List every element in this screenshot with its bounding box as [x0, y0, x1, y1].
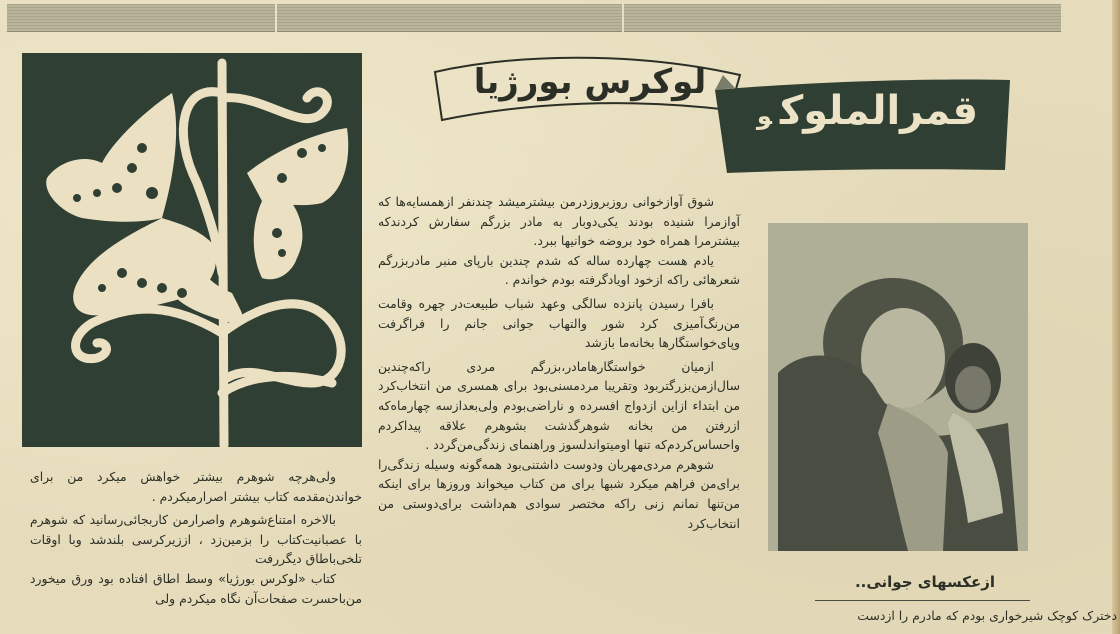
paragraph: بالاخره امتناع‌شوهرم واصرارمن کاربجائی‌رسانید که شوهرم با عصبانیت‌کتاب را بزمین‌زد ، اززیرکرسی بلندشد وبا اوقات تلخی‌باطاق دیگررفت	[30, 512, 362, 567]
photo-caption-text: دخترک کوچک شیرخواری بودم که مادرم را ازدست	[857, 608, 1117, 623]
photo-caption-title: ازعکسهای جوانی..	[854, 573, 996, 591]
title-part2: لوکرس بورژیا	[473, 62, 707, 102]
title-banner-dark	[705, 70, 1015, 175]
butterflies-on-scrollwork-icon	[22, 53, 362, 447]
butterflies-illustration	[22, 53, 362, 447]
paragraph: بافرا رسیدن پانزده سالگی وعهد شباب طبیعت‌در چهره وقامت من‌رنگ‌آمیزی کرد شور والتهاب جوانی جانم را فراگرفت وپای‌خواستگارها بخانه‌ما بازشد	[378, 295, 740, 351]
woman-with-monkey-photo-icon	[768, 223, 1028, 551]
article-left-column	[30, 467, 362, 608]
paragraph: ازمیان خواستگارهامادر،بزرگم مردی راکه‌چندین سال‌ازمن‌بزرگتربود وتقریبا مردمسنی‌بود برای همسری من انتخاب‌کرد من ابتداء ازاین ازدواج افسرده و ناراضی‌بودم ولی‌بعدازسه چهارماه‌که ازرفتن من بخانه شوهرگذشت بشوهرم علاقه پیداکردم واحساس‌کردم‌که تنها اومیتواندلسوز وراهنمای زندگی‌من‌گردد .	[378, 358, 740, 453]
title-banner-light	[430, 50, 750, 122]
title-part1: قمرالملوک	[779, 88, 979, 134]
title-conjunction: و	[756, 102, 772, 130]
header-bar-middle	[277, 4, 622, 32]
paragraph: شوهرم مردی‌مهربان ودوست داشتنی‌بود همه‌گونه وسیله زندگی‌را برای‌من فراهم میکرد شبها برای من کتاب میخواند وروزها برای اینکه من‌تنها نمانم زنی راکه مختصر سوادی هم‌داشت برای‌دوستی من انتخاب‌کرد	[378, 456, 740, 531]
header-bar-left	[7, 4, 275, 32]
header-bar-right	[624, 4, 1061, 32]
title-part1-wrapper	[725, 88, 1010, 134]
paragraph: ولی‌هرچه شوهرم بیشتر خواهش میکرد من برای خواندن‌مقدمه کتاب بیشتر اصرارمیکردم .	[30, 469, 362, 504]
caption-divider	[815, 600, 1030, 601]
paragraph: کتاب «لوکرس بورژیا» وسط اطاق افتاده بود ورق میخورد من‌باحسرت صفحات‌آن نگاه میکردم ولی	[30, 570, 362, 606]
paragraph: شوق آوازخوانی روزبروزدرمن بیشترمیشد چندنفر ازهمسایه‌ها که آوازمرا شنیده بودند یکی‌دوبار به مادر بزرگم سفارش کردندکه بیشترمرا همراه خود بروضه خوانیها ببرد.	[378, 194, 740, 249]
article-middle-column	[378, 192, 740, 533]
page-edge	[1112, 0, 1120, 634]
paragraph: یادم هست چهارده ساله که شدم چندین بارپای منبر مادربزرگم شعرهائی راکه ازخود اویادگرفته بودم خواندم .	[378, 252, 740, 288]
portrait-photo	[768, 223, 1028, 551]
